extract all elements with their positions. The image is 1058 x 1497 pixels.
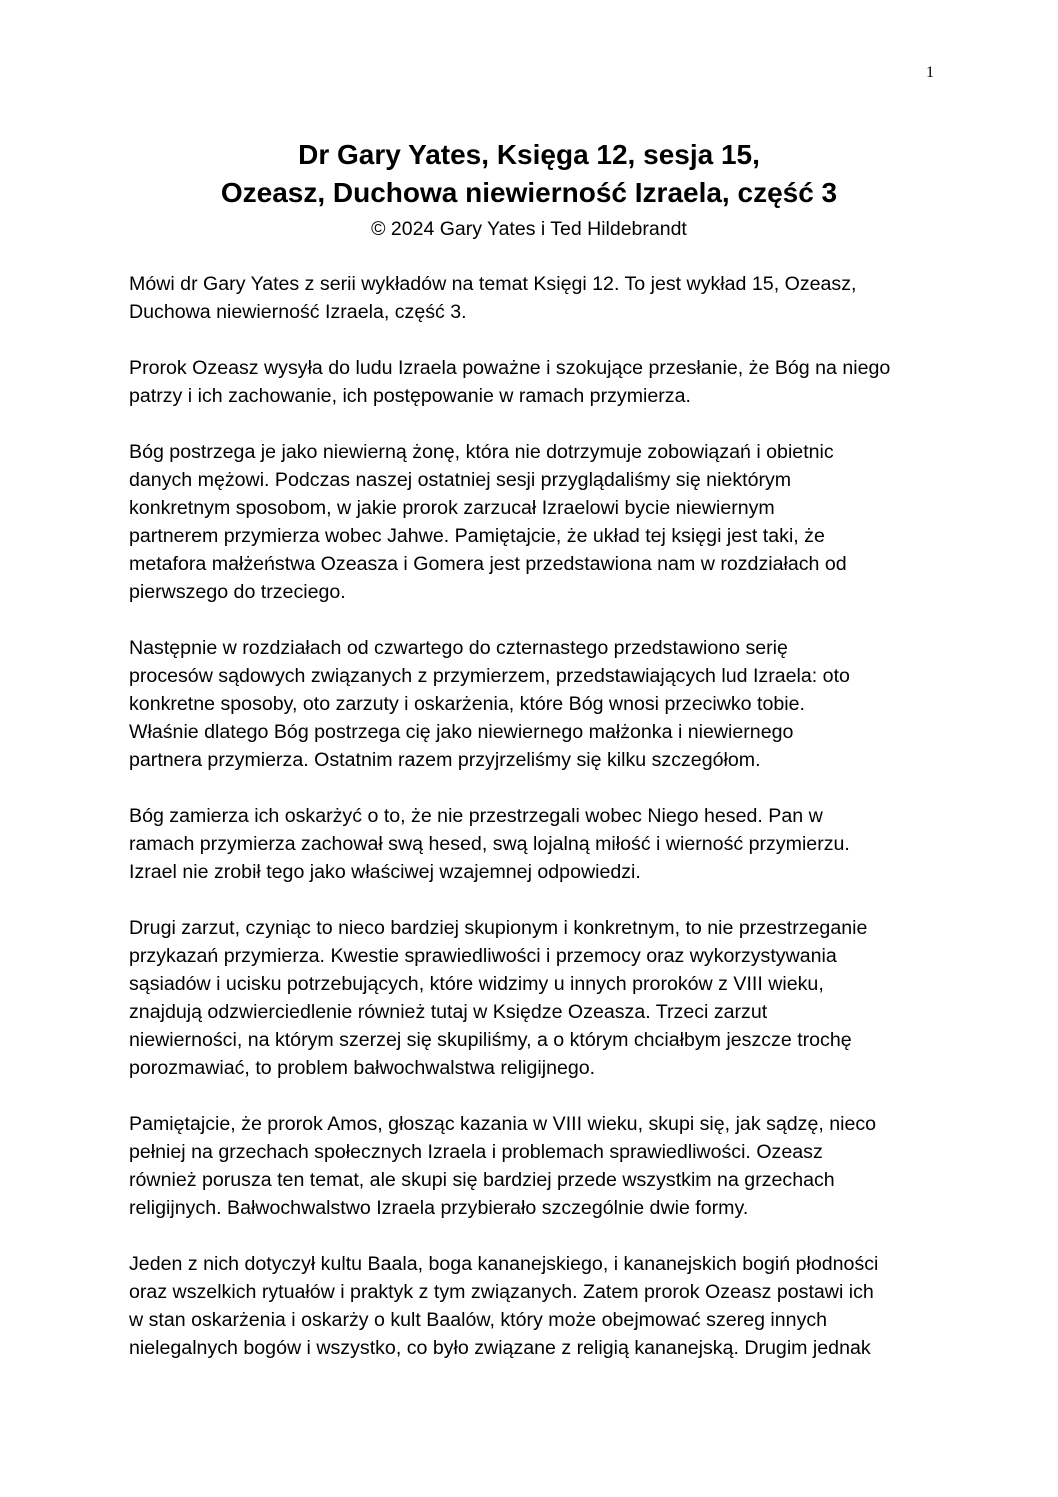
document-body — [129, 270, 939, 1362]
paragraph-line: Pamiętajcie, że prorok Amos, głosząc kazania w VIII wieku, skupi się, jak sądzę, nieco — [129, 1113, 877, 1135]
paragraph-line: konkretnym sposobom, w jakie prorok zarzucał Izraelowi bycie niewiernym — [129, 497, 775, 519]
paragraph-line: Bóg zamierza ich oskarżyć o to, że nie przestrzegali wobec Niego hesed. Pan w — [129, 805, 823, 827]
paragraph — [129, 634, 939, 774]
paragraph-line: nielegalnych bogów i wszystko, co było związane z religią kananejską. Drugim jednak — [129, 1337, 871, 1359]
paragraph-line: konkretne sposoby, oto zarzuty i oskarżenia, które Bóg wnosi przeciwko tobie. — [129, 693, 805, 715]
paragraph-line: Następnie w rozdziałach od czwartego do czternastego przedstawiono serię — [129, 637, 788, 659]
document-title-line-2: Ozeasz, Duchowa niewierność Izraela, część 3 — [220, 177, 838, 208]
paragraph — [129, 1250, 939, 1362]
paragraph-line: przykazań przymierza. Kwestie sprawiedliwości i przemocy oraz wykorzystywania — [129, 945, 837, 967]
paragraph-line: Prorok Ozeasz wysyła do ludu Izraela poważne i szokujące przesłanie, że Bóg na niego — [129, 357, 891, 379]
paragraph-line: Jeden z nich dotyczył kultu Baala, boga kananejskiego, i kananejskich bogiń płodności — [129, 1253, 879, 1275]
paragraph-line: Mówi dr Gary Yates z serii wykładów na temat Księgi 12. To jest wykład 15, Ozeasz, — [129, 273, 857, 295]
paragraph-line: Właśnie dlatego Bóg postrzega cię jako niewiernego małżonka i niewiernego — [129, 721, 794, 743]
document-header — [0, 136, 1058, 242]
paragraph — [129, 354, 939, 410]
paragraph-line: niewierności, na którym szerzej się skupiliśmy, a o którym chciałbym jeszcze trochę — [129, 1029, 852, 1051]
paragraph — [129, 1110, 939, 1222]
paragraph-line: Bóg postrzega je jako niewierną żonę, która nie dotrzymuje zobowiązań i obietnic — [129, 441, 834, 463]
paragraph — [129, 914, 939, 1082]
paragraph-line: Izrael nie zrobił tego jako właściwej wzajemnej odpowiedzi. — [129, 861, 641, 883]
copyright-notice: © 2024 Gary Yates i Ted Hildebrandt — [371, 218, 687, 240]
paragraph — [129, 802, 939, 886]
paragraph-line: danych mężowi. Podczas naszej ostatniej sesji przyglądaliśmy się niektórym — [129, 469, 792, 491]
paragraph-line: partnerem przymierza wobec Jahwe. Pamiętajcie, że układ tej księgi jest taki, że — [129, 525, 825, 547]
document-title-line-1: Dr Gary Yates, Księga 12, sesja 15, — [298, 139, 760, 170]
paragraph-line: w stan oskarżenia i oskarży o kult Baalów, który może obejmować szereg innych — [129, 1309, 828, 1331]
paragraph-line: Duchowa niewierność Izraela, część 3. — [129, 301, 467, 323]
paragraph — [129, 438, 939, 606]
paragraph-line: metafora małżeństwa Ozeasza i Gomera jest przedstawiona nam w rozdziałach od — [129, 553, 847, 575]
paragraph-line: Drugi zarzut, czyniąc to nieco bardziej skupionym i konkretnym, to nie przestrzeganie — [129, 917, 868, 939]
paragraph-line: sąsiadów i ucisku potrzebujących, które widzimy u innych proroków z VIII wieku, — [129, 973, 824, 995]
paragraph-line: pierwszego do trzeciego. — [129, 581, 346, 603]
paragraph-line: porozmawiać, to problem bałwochwalstwa religijnego. — [129, 1057, 596, 1079]
paragraph — [129, 270, 939, 326]
paragraph-line: oraz wszelkich rytuałów i praktyk z tym związanych. Zatem prorok Ozeasz postawi ich — [129, 1281, 874, 1303]
paragraph-line: religijnych. Bałwochwalstwo Izraela przybierało szczególnie dwie formy. — [129, 1197, 749, 1219]
page-number: 1 — [926, 64, 934, 81]
paragraph-line: partnera przymierza. Ostatnim razem przyjrzeliśmy się kilku szczegółom. — [129, 749, 761, 771]
paragraph-line: również porusza ten temat, ale skupi się bardziej przede wszystkim na grzechach — [129, 1169, 835, 1191]
paragraph-line: ramach przymierza zachował swą hesed, swą lojalną miłość i wierność przymierzu. — [129, 833, 850, 855]
paragraph-line: znajdują odzwierciedlenie również tutaj w Księdze Ozeasza. Trzeci zarzut — [129, 1001, 768, 1023]
paragraph-line: patrzy i ich zachowanie, ich postępowanie w ramach przymierza. — [129, 385, 691, 407]
paragraph-line: pełniej na grzechach społecznych Izraela i problemach sprawiedliwości. Ozeasz — [129, 1141, 823, 1163]
paragraph-line: procesów sądowych związanych z przymierzem, przedstawiających lud Izraela: oto — [129, 665, 850, 687]
